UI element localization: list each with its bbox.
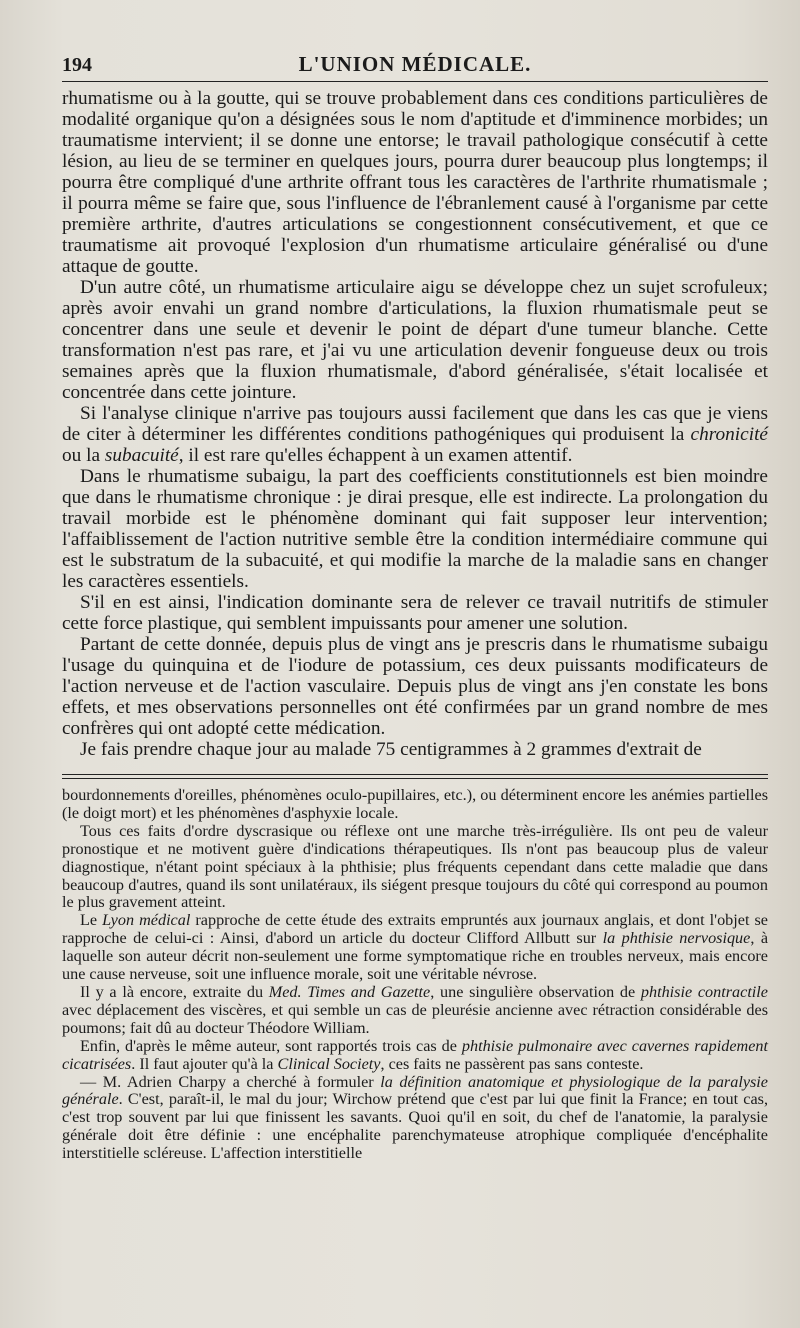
paragraph-text: rhumatisme ou à la goutte, qui se trouve probablement dans ces conditions particulières de modalité organique qu'on a désignées sous le nom d'aptitude et d'imminence morbides; un traumatisme intervient; il se donne une entorse; le travail pathologique consécutif à cette lésion, au lieu de se terminer en quelques jours, pourra durer beaucoup plus longtemps; il pourra être compliqué d'une arthrite offrant tous les caractères de l'arthrite rhumatismale ; il pourra même se faire que, sous l'influence de l'ébranlement causé à l'organisme par cette première arthrite, d'autres articulations se congestionnent consécutivement, et que ce traumatisme ait provoqué l'explosion d'un rhumatisme articulaire généralisé ou d'une attaque de goutte. [62,88,768,277]
paragraph-text: Il y a là encore, extraite du [80,982,269,1001]
paragraph-text: Le [80,911,103,930]
journal-title: L'UNION MÉDICALE. [298,52,532,76]
italic-text: phthisie contractile [640,982,768,1001]
paragraph-text: . C'est, paraît-il, le mal du jour; Wirchow prétend que c'est par lui que finit la France; en tout cas, c'est trop souvent par lui que finissent les savants. Quoi qu'il en soit, du chef de l'anatomie, la paralysie générale doit être définie : une encéphalite parenchymateuse atrophique compliquée d'encéphalite interstitielle scléreuse. L'affection interstitielle [62,1090,768,1163]
footnote-divider [62,774,768,779]
paragraph-text: Partant de cette donnée, depuis plus de vingt ans je prescris dans le rhumatisme subaigu l'usage du quinquina et de l'iodure de potassium, ces deux puissants modificateurs de l'action nerveuse et de l'action vasculaire. Depuis plus de vingt ans j'en constate les bons effets, et mes observations personnelles ont été confirmées par un grand nombre de mes confrères qui ont adopté cette médication. [62,634,768,739]
paragraph-text: Dans le rhumatisme subaigu, la part des coefficients constitutionnels est bien moindre que dans le rhumatisme chronique : je dirai presque, elle est indirecte. La prolongation du travail morbide est le phénomène dominant qui fait supposer leur intervention; l'affaiblissement de l'action nutritive semble être la condition intermédiaire commune qui est le substratum de la subacuité, et qui modifie la marche de la maladie sans en changer les caractères essentiels. [62,466,768,592]
page-number: 194 [62,54,92,76]
paragraph-text: rapproche de cette étude des extraits empruntés aux journaux anglais, et dont l'objet se rapproche de celui-ci : Ainsi, d'abord un article du docteur Clifford Allbutt sur [62,911,768,948]
paragraph-text: , ces faits ne passèrent pas sans conteste. [380,1054,644,1073]
italic-text: Clinical Society [277,1054,381,1073]
feuilleton-notes [62,787,768,1163]
main-paragraph [62,634,768,739]
paragraph-text: , il est rare qu'elles échappent à un examen attentif. [178,445,573,466]
paragraph-text: D'un autre côté, un rhumatisme articulaire aigu se développe chez un sujet scrofuleux; après avoir envahi un grand nombre d'articulations, la fluxion rhumatismale peut se concentrer dans une seule et devenir le point de départ d'une tumeur blanche. Cette transformation n'est pas rare, et j'ai vu une articulation devenir fongueuse deux ou trois semaines après que la fluxion rhumatismale, d'abord généralisée, s'était localisée et concentrée dans cette jointure. [62,277,768,403]
paragraph-text: S'il en est ainsi, l'indication dominante sera de relever ce travail nutritifs de stimuler cette force plastique, qui semblent impuissants pour amener une solution. [62,592,768,634]
main-paragraph [62,277,768,403]
running-header [62,52,768,82]
paragraph-text: , une singulière observation de [430,982,641,1001]
main-paragraph [62,466,768,592]
paragraph-text: bourdonnements d'oreilles, phénomènes oculo-pupillaires, etc.), ou déterminent encore les anémies partielles (le doigt mort) et les phénomènes d'asphyxie locale. [62,786,768,822]
main-paragraph [62,403,768,466]
paragraph-text: Je fais prendre chaque jour au malade 75 centigrammes à 2 grammes d'extrait de [80,739,702,760]
italic-text: subacuité [104,445,179,466]
note-paragraph [62,984,768,1038]
italic-text: phthisie pulmonaire avec cavernes rapidement cicatrisées [62,1036,768,1073]
paragraph-text: ou la [62,445,105,466]
paragraph-text: Enfin, d'après le même auteur, sont rapportés trois cas de [80,1036,462,1055]
italic-text: Med. Times and Gazette [268,982,431,1001]
note-paragraph [62,823,768,913]
note-paragraph [62,1074,768,1164]
paragraph-text: avec déplacement des viscères, et qui semble un cas de pleurésie ancienne avec rétraction considérable des poumons; fait dû au docteur Théodore William. [62,1000,768,1037]
paragraph-text: Si l'analyse clinique n'arrive pas toujours aussi facilement que dans les cas que je viens de citer à déterminer les différentes conditions pathogéniques qui produisent la [62,403,768,445]
italic-text: la définition anatomique et physiologique de la paralysie générale [62,1072,768,1109]
paragraph-text: — M. Adrien Charpy a cherché à formuler [80,1072,381,1091]
main-paragraph [62,88,768,277]
note-paragraph [62,912,768,984]
italic-text: chronicité [690,424,768,445]
main-text [62,88,768,760]
paragraph-text: . Il faut ajouter qu'à la [131,1054,278,1073]
paragraph-text: , à laquelle son auteur décrit non-seulement une forme symptomatique riche en troubles nerveux, mais encore une cause nerveuse, soit une influence morale, soit une véritable névrose. [62,929,769,984]
note-paragraph [62,1038,768,1074]
main-paragraph [62,739,768,760]
note-paragraph [62,787,768,823]
paragraph-text: Tous ces faits d'ordre dyscrasique ou réflexe ont une marche très-irrégulière. Ils ont peu de valeur pronostique et ne motivent guère d'indications thérapeutiques. Ils n'ont pas beaucoup plus de valeur diagnostique, n'étant point spéciaux à la phthisie; plus fréquents cependant dans cette maladie que dans beaucoup d'autres, quand ils sont unilatéraux, ils siégent presque toujours du côté qui correspond au poumon le plus gravement atteint. [62,821,768,912]
main-paragraph [62,592,768,634]
italic-text: Lyon médical [102,911,191,930]
italic-text: la phthisie nervosique [602,929,751,948]
